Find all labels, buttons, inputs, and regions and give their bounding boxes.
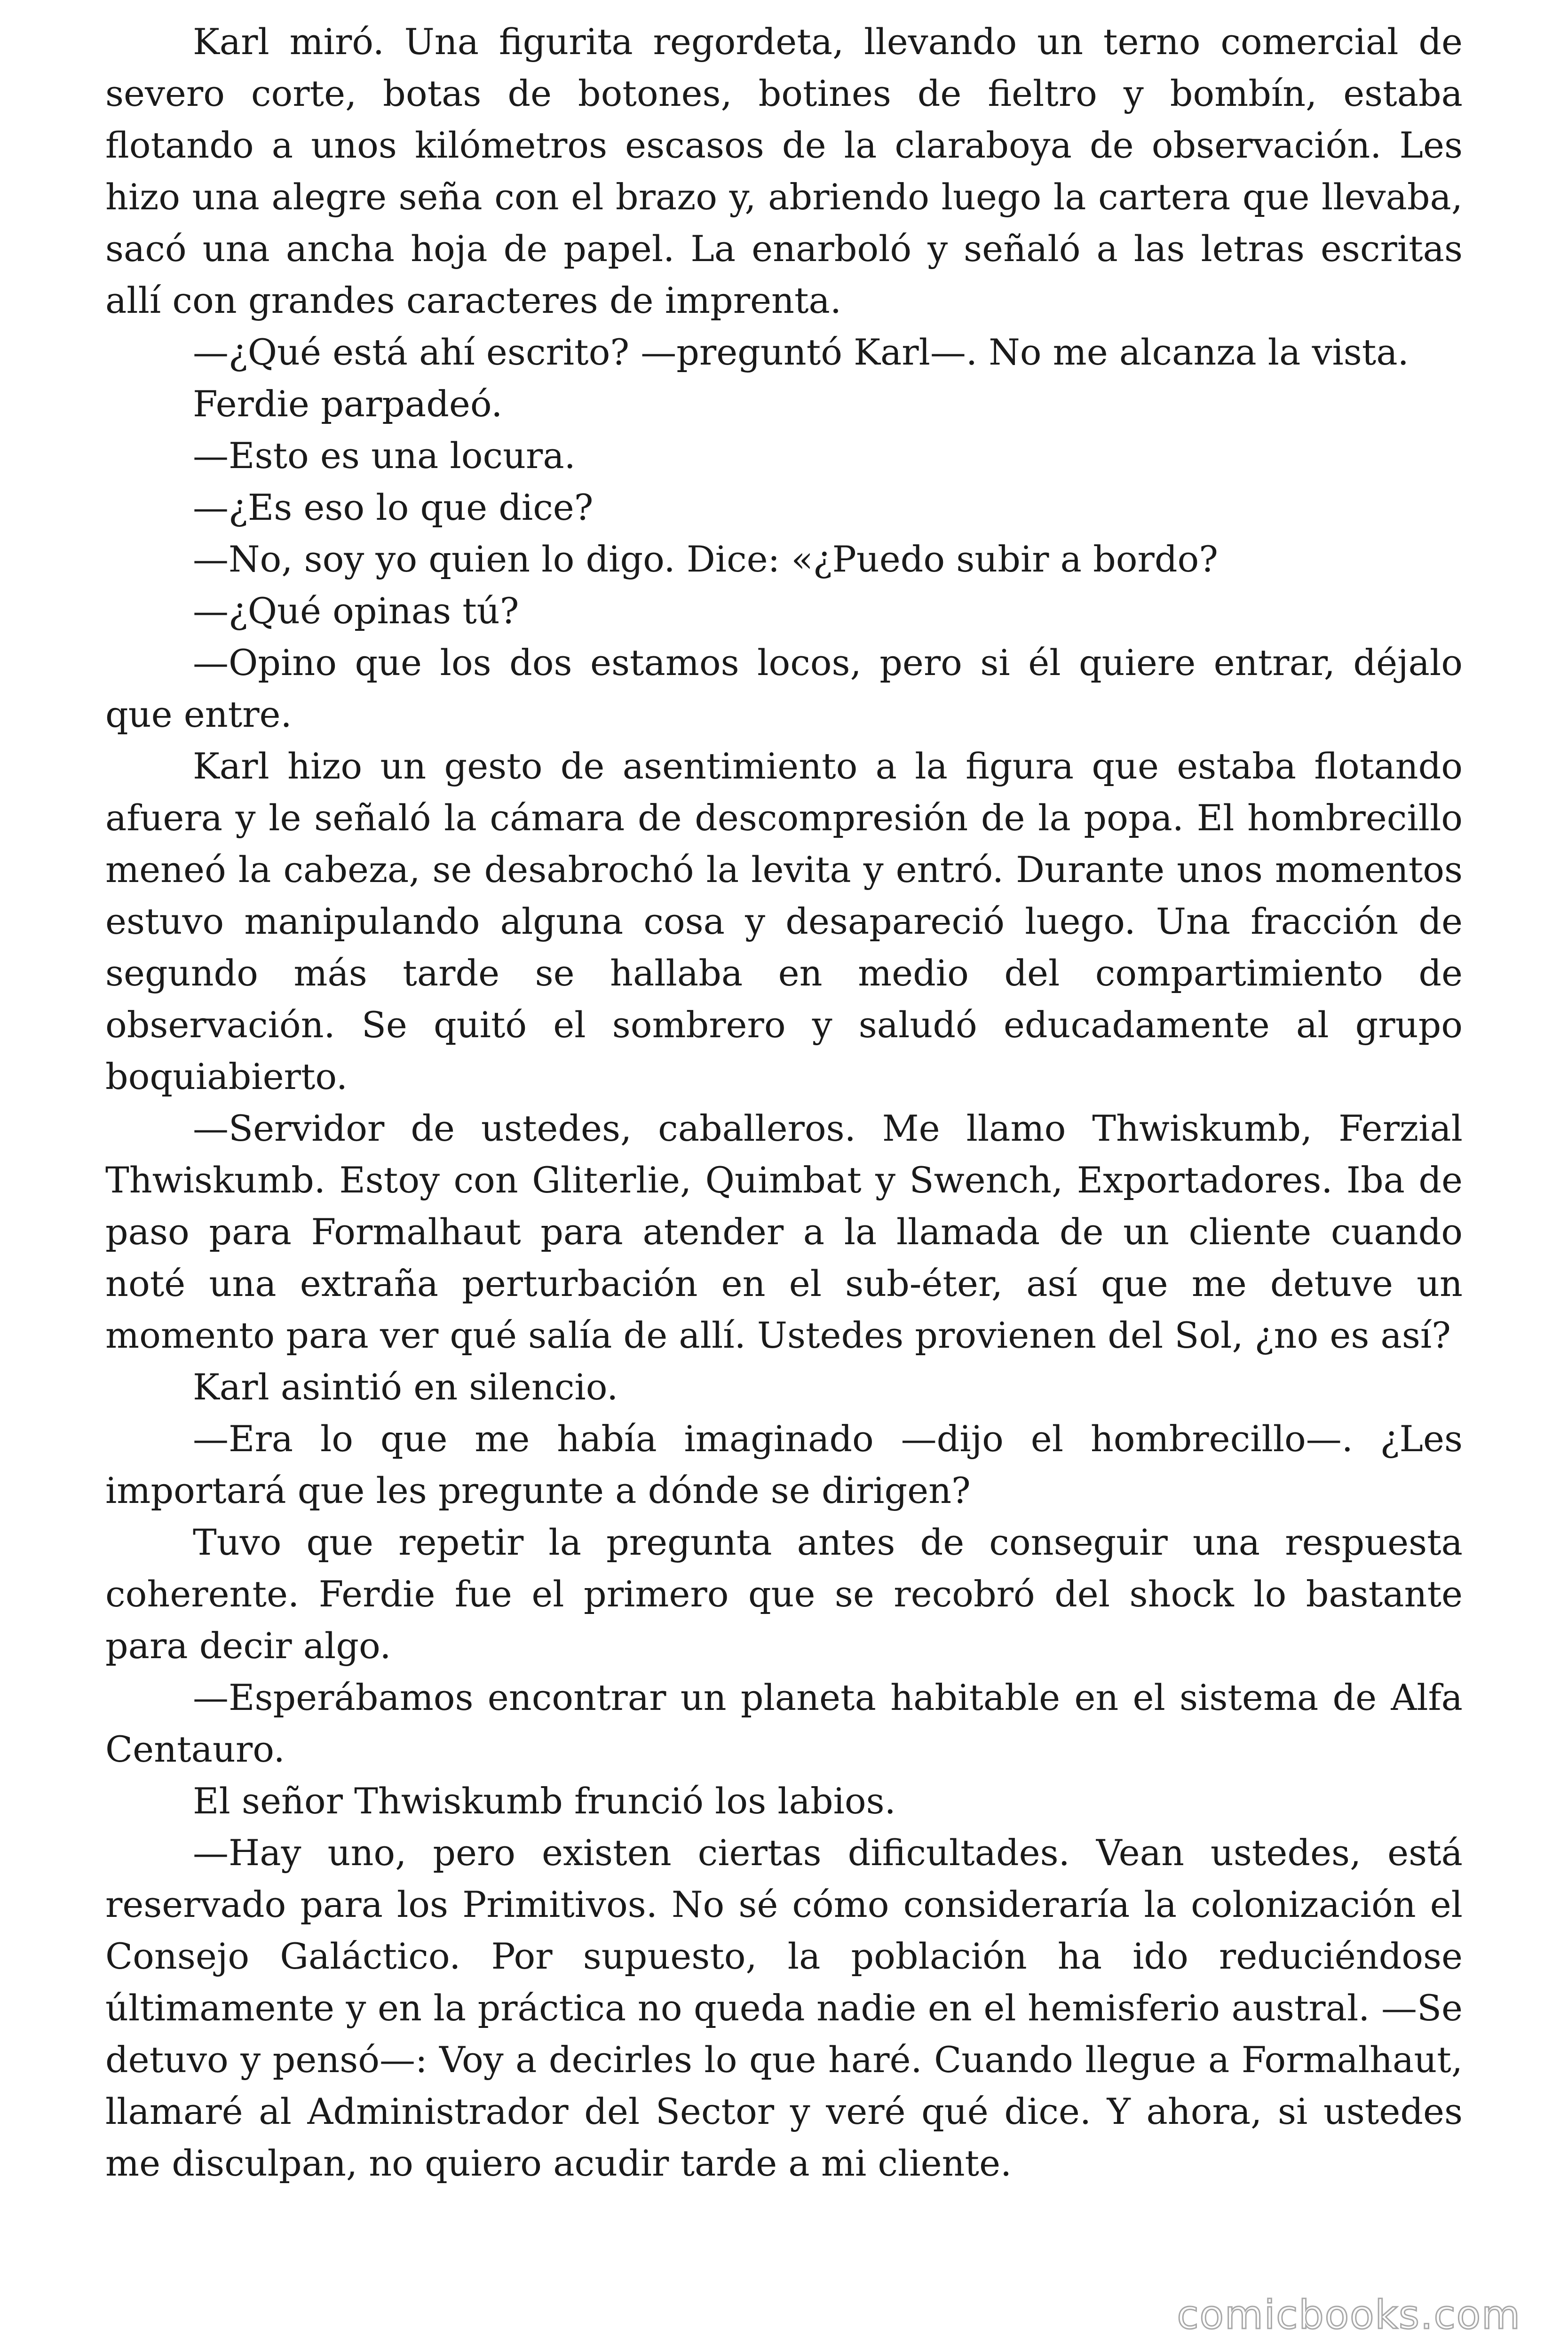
- paragraph: Ferdie parpadeó.: [193, 383, 503, 425]
- paragraph: —¿Es eso lo que dice?: [193, 486, 594, 528]
- paragraph: —Esto es una locura.: [193, 435, 576, 477]
- paragraph: Karl asintió en silencio.: [193, 1366, 618, 1408]
- paragraph: Tuvo que repetir la pregunta antes de conseguir una respuesta coherente. Ferdie fue el primero que se recobró del shock lo bastante para decir algo.: [105, 1521, 1463, 1667]
- watermark: comicbooks.com: [1177, 2292, 1521, 2338]
- paragraph: —¿Qué está ahí escrito? —preguntó Karl—. No me alcanza la vista.: [193, 331, 1409, 373]
- paragraph: —Era lo que me había imaginado —dijo el hombrecillo—. ¿Les importará que les pregunte a dónde se dirigen?: [105, 1418, 1463, 1511]
- paragraph: —Servidor de ustedes, caballeros. Me llamo Thwiskumb, Ferzial Thwiskumb. Estoy con Gliterlie, Quimbat y Swench, Exportadores. Iba de paso para Formalhaut para atender a la llamada de un cliente cuando noté una extraña perturbación en el sub-éter, así que me detuve un momento para ver qué salía de allí. Ustedes provienen del Sol, ¿no es así?: [105, 1107, 1463, 1356]
- paragraph: —Opino que los dos estamos locos, pero si él quiere entrar, déjalo que entre.: [105, 642, 1463, 735]
- book-page: [105, 16, 1463, 2189]
- paragraph: —Esperábamos encontrar un planeta habitable en el sistema de Alfa Centauro.: [105, 1677, 1463, 1770]
- paragraph: —No, soy yo quien lo digo. Dice: «¿Puedo subir a bordo?: [193, 538, 1218, 580]
- paragraph: Karl miró. Una figurita regordeta, llevando un terno comercial de severo corte, botas de botones, botines de fieltro y bombín, estaba flotando a unos kilómetros escasos de la claraboya de observación. Les hizo una alegre seña con el brazo y, abriendo luego la cartera que llevaba, sacó una ancha hoja de papel. La enarboló y señaló a las letras escritas allí con grandes caracteres de imprenta.: [105, 21, 1463, 321]
- paragraph: Karl hizo un gesto de asentimiento a la figura que estaba flotando afuera y le señaló la cámara de descompresión de la popa. El hombrecillo meneó la cabeza, se desabrochó la levita y entró. Durante unos momentos estuvo manipulando alguna cosa y desapareció luego. Una fracción de segundo más tarde se hallaba en medio del compartimiento de observación. Se quitó el sombrero y saludó educadamente al grupo boquiabierto.: [105, 745, 1463, 1097]
- paragraph: —Hay uno, pero existen ciertas dificultades. Vean ustedes, está reservado para los Primitivos. No sé cómo consideraría la colonización el Consejo Galáctico. Por supuesto, la población ha ido reduciéndose últimamente y en la práctica no queda nadie en el hemisferio austral. —Se detuvo y pensó—: Voy a decirles lo que haré. Cuando llegue a Formalhaut, llamaré al Administrador del Sector y veré qué dice. Y ahora, si ustedes me disculpan, no quiero acudir tarde a mi cliente.: [105, 1832, 1463, 2184]
- paragraph: El señor Thwiskumb frunció los labios.: [193, 1780, 896, 1822]
- paragraph: —¿Qué opinas tú?: [193, 590, 519, 632]
